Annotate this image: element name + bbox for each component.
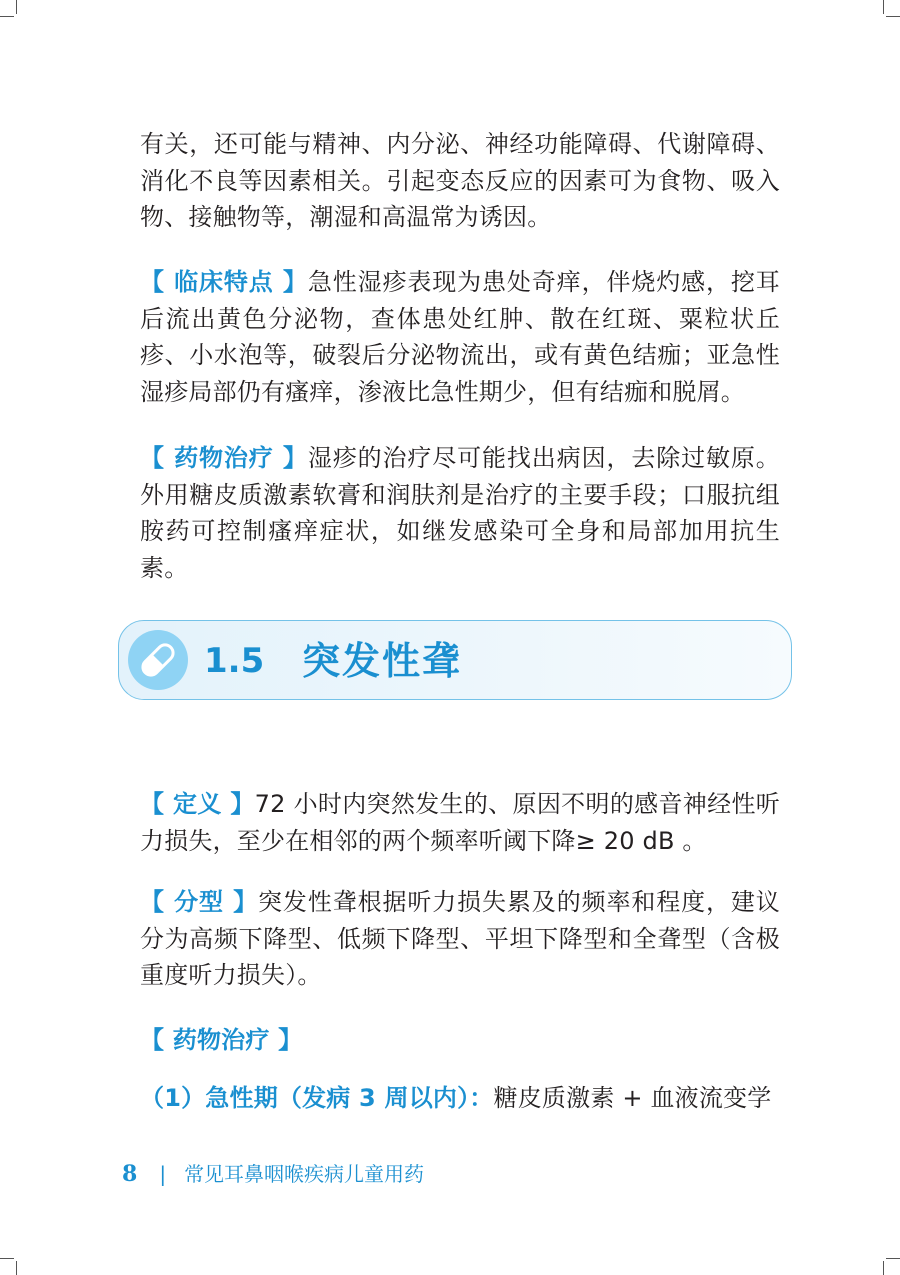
crop-mark-tr-v (883, 0, 884, 14)
crop-mark-bl-v (16, 1261, 17, 1275)
acute-phase-label: （1）急性期（发病 3 周以内）： (140, 1084, 494, 1112)
crop-mark-tl-h (0, 16, 14, 17)
book-title: 常见耳鼻咽喉疾病儿童用药 (184, 1162, 425, 1186)
crop-mark-br-v (883, 1261, 884, 1275)
definition-text: 72 小时内突然发生的、原因不明的感音神经性听力损失，至少在相邻的两个频率听阈下降≥ 20 dB 。 (140, 790, 780, 855)
intro-text: 有关，还可能与精神、内分泌、神经功能障碍、代谢障碍、消化不良等因素相关。引起变态反应的因素可为食物、吸入物、接触物等，潮湿和高温常为诱因。 (140, 130, 780, 231)
paragraph-drug-treatment-heading (140, 1022, 780, 1059)
definition-label: 【 定义 】 (140, 790, 255, 818)
drug-treatment-heading-label: 【 药物治疗 】 (140, 1026, 303, 1054)
classification-label: 【 分型 】 (140, 888, 259, 916)
paragraph-drug-treatment (140, 440, 780, 586)
section-number: 1.5 (204, 641, 265, 681)
pill-capsule-icon (128, 630, 188, 690)
drug-treatment-text: 湿疹的治疗尽可能找出病因，去除过敏原。外用糖皮质激素软膏和润肤剂是治疗的主要手段；口服抗组胺药可控制瘙痒症状，如继发感染可全身和局部加用抗生素。 (140, 444, 780, 582)
paragraph-intro (140, 126, 780, 236)
acute-phase-text: 糖皮质激素 + 血液流变学 (493, 1084, 772, 1112)
crop-mark-br-h (886, 1258, 900, 1259)
paragraph-definition (140, 786, 780, 859)
crop-mark-bl-h (0, 1258, 14, 1259)
crop-mark-tr-h (886, 16, 900, 17)
paragraph-classification (140, 884, 780, 994)
page-number: 8 (122, 1161, 138, 1187)
classification-text: 突发性聋根据听力损失累及的频率和程度，建议分为高频下降型、低频下降型、平坦下降型和全聋型（含极重度听力损失）。 (140, 888, 780, 989)
pill-capsule-icon-graphic (128, 630, 188, 690)
section-title: 突发性聋 (302, 639, 463, 683)
page-footer (122, 1160, 424, 1188)
crop-mark-tl-v (16, 0, 17, 14)
clinical-features-label: 【 临床特点 】 (140, 268, 308, 296)
paragraph-clinical-features (140, 264, 780, 410)
footer-separator: | (159, 1162, 167, 1186)
paragraph-acute-phase (140, 1080, 780, 1117)
clinical-features-text: 急性湿疹表现为患处奇痒，伴烧灼感，挖耳后流出黄色分泌物，查体患处红肿、散在红斑、粟粒状丘疹、小水泡等，破裂后分泌物流出，或有黄色结痂；亚急性湿疹局部仍有瘙痒，渗液比急性期少，但有结痂和脱屑。 (140, 268, 780, 406)
drug-treatment-label: 【 药物治疗 】 (140, 444, 308, 472)
